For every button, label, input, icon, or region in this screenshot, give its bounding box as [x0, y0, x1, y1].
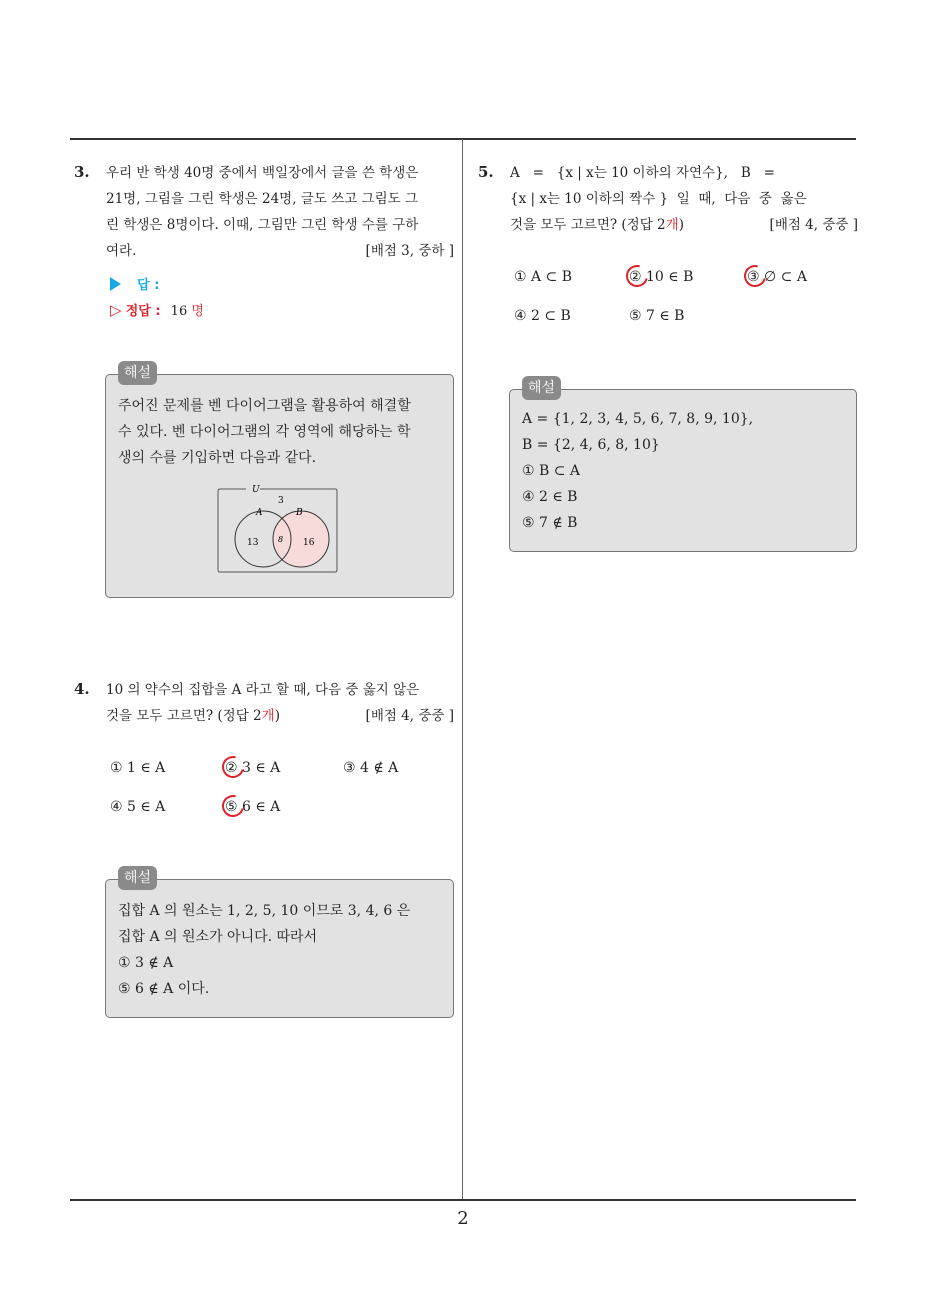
outside-count: 3 [278, 496, 284, 506]
problem-text [510, 160, 858, 238]
set-b-label: B [296, 508, 303, 518]
solution-line: 생의 수를 기입하면 다음과 같다. [118, 450, 317, 466]
problem-line: 21명, 그림을 그린 학생은 24명, 글도 쓰고 그림도 그 [106, 191, 419, 207]
problem-number: 3. [74, 163, 90, 181]
solution-tag: 해설 [118, 866, 157, 890]
choice-1[interactable]: ① 1 ∈ A [110, 760, 166, 776]
choice-3[interactable]: ③ ∅ ⊂ A [747, 269, 807, 285]
solution-line: 주어진 문제를 벤 다이어그램을 활용하여 해결할 [118, 398, 411, 414]
problem-line: 것을 모두 고르면? (정답 2개) [106, 708, 280, 724]
play-icon [110, 277, 121, 291]
bottom-rule [70, 1199, 856, 1201]
answer-label: 답 : [137, 278, 160, 293]
circle-mark-icon [622, 261, 652, 291]
correct-value: 16 [170, 304, 188, 319]
triangle-outline-icon: ▷ [110, 301, 122, 319]
set-a-label: A [256, 508, 263, 518]
page-number: 2 [457, 1208, 469, 1229]
correct-label: 정답 : [125, 304, 161, 319]
problem-line: A = {x | x는 10 이하의 자연수}, B = [510, 165, 775, 181]
solution-box [105, 870, 454, 1018]
solution-tag: 해설 [118, 361, 157, 385]
intersection-count: 8 [278, 535, 284, 544]
solution-tag: 해설 [522, 376, 561, 400]
problem-text [106, 677, 454, 729]
problem-line: 린 학생은 8명이다. 이때, 그림만 그린 학생 수를 구하 [106, 217, 419, 233]
problem-line: 것을 모두 고르면? (정답 2개) [510, 217, 684, 233]
solution-box [509, 380, 857, 552]
solution-line: ④ 2 ∈ B [522, 489, 578, 505]
problem-text [106, 160, 454, 264]
a-only-count: 13 [247, 538, 259, 548]
solution-line: ① B ⊂ A [522, 463, 581, 479]
solution-line: ⑤ 6 ∉ A 이다. [118, 981, 210, 997]
answer-row [110, 274, 159, 293]
choice-2[interactable]: ② 10 ∈ B [629, 269, 693, 285]
choice-4[interactable]: ④ 2 ⊂ B [514, 308, 571, 324]
points-label: [배점 4, 중중 ] [365, 708, 454, 724]
problem-line: 우리 반 학생 40명 중에서 백일장에서 글을 쓴 학생은 [106, 165, 419, 181]
circle-mark-icon [218, 752, 248, 782]
choice-2[interactable]: ② 3 ∈ A [225, 760, 280, 776]
problem-number: 5. [478, 163, 494, 181]
solution-box [105, 365, 454, 598]
points-label: [배점 3, 중하 ] [365, 243, 454, 259]
choice-1[interactable]: ① A ⊂ B [514, 269, 573, 285]
correct-answer-row [110, 300, 204, 319]
problem-line: 10 의 약수의 집합을 A 라고 할 때, 다음 중 옳지 않은 [106, 682, 420, 698]
choice-3[interactable]: ③ 4 ∉ A [343, 760, 399, 776]
problem-line: 여라. [106, 243, 137, 259]
problem-number: 4. [74, 680, 90, 698]
circle-mark-icon [218, 791, 248, 821]
problem-line: {x | x는 10 이하의 짝수 } 일 때, 다음 중 옳은 [510, 191, 807, 207]
correct-unit: 명 [191, 304, 204, 319]
choice-4[interactable]: ④ 5 ∈ A [110, 799, 166, 815]
b-only-count: 16 [303, 538, 315, 548]
solution-line: ① 3 ∉ A [118, 955, 174, 971]
solution-line: 수 있다. 벤 다이어그램의 각 영역에 해당하는 학 [118, 424, 411, 440]
universe-label: U [252, 485, 260, 495]
solution-line: 집합 A 의 원소가 아니다. 따라서 [118, 929, 318, 945]
points-label: [배점 4, 중중 ] [769, 217, 858, 233]
choice-5[interactable]: ⑤ 6 ∈ A [225, 799, 280, 815]
solution-line: B = {2, 4, 6, 8, 10} [522, 437, 660, 453]
venn-diagram [216, 479, 341, 574]
choice-5[interactable]: ⑤ 7 ∈ B [629, 308, 685, 324]
solution-line: 집합 A 의 원소는 1, 2, 5, 10 이므로 3, 4, 6 은 [118, 903, 411, 919]
top-rule [70, 138, 856, 140]
solution-line: ⑤ 7 ∉ B [522, 515, 578, 531]
column-divider [462, 139, 463, 1200]
solution-line: A = {1, 2, 3, 4, 5, 6, 7, 8, 9, 10}, [522, 411, 754, 427]
circle-mark-icon [740, 261, 770, 291]
